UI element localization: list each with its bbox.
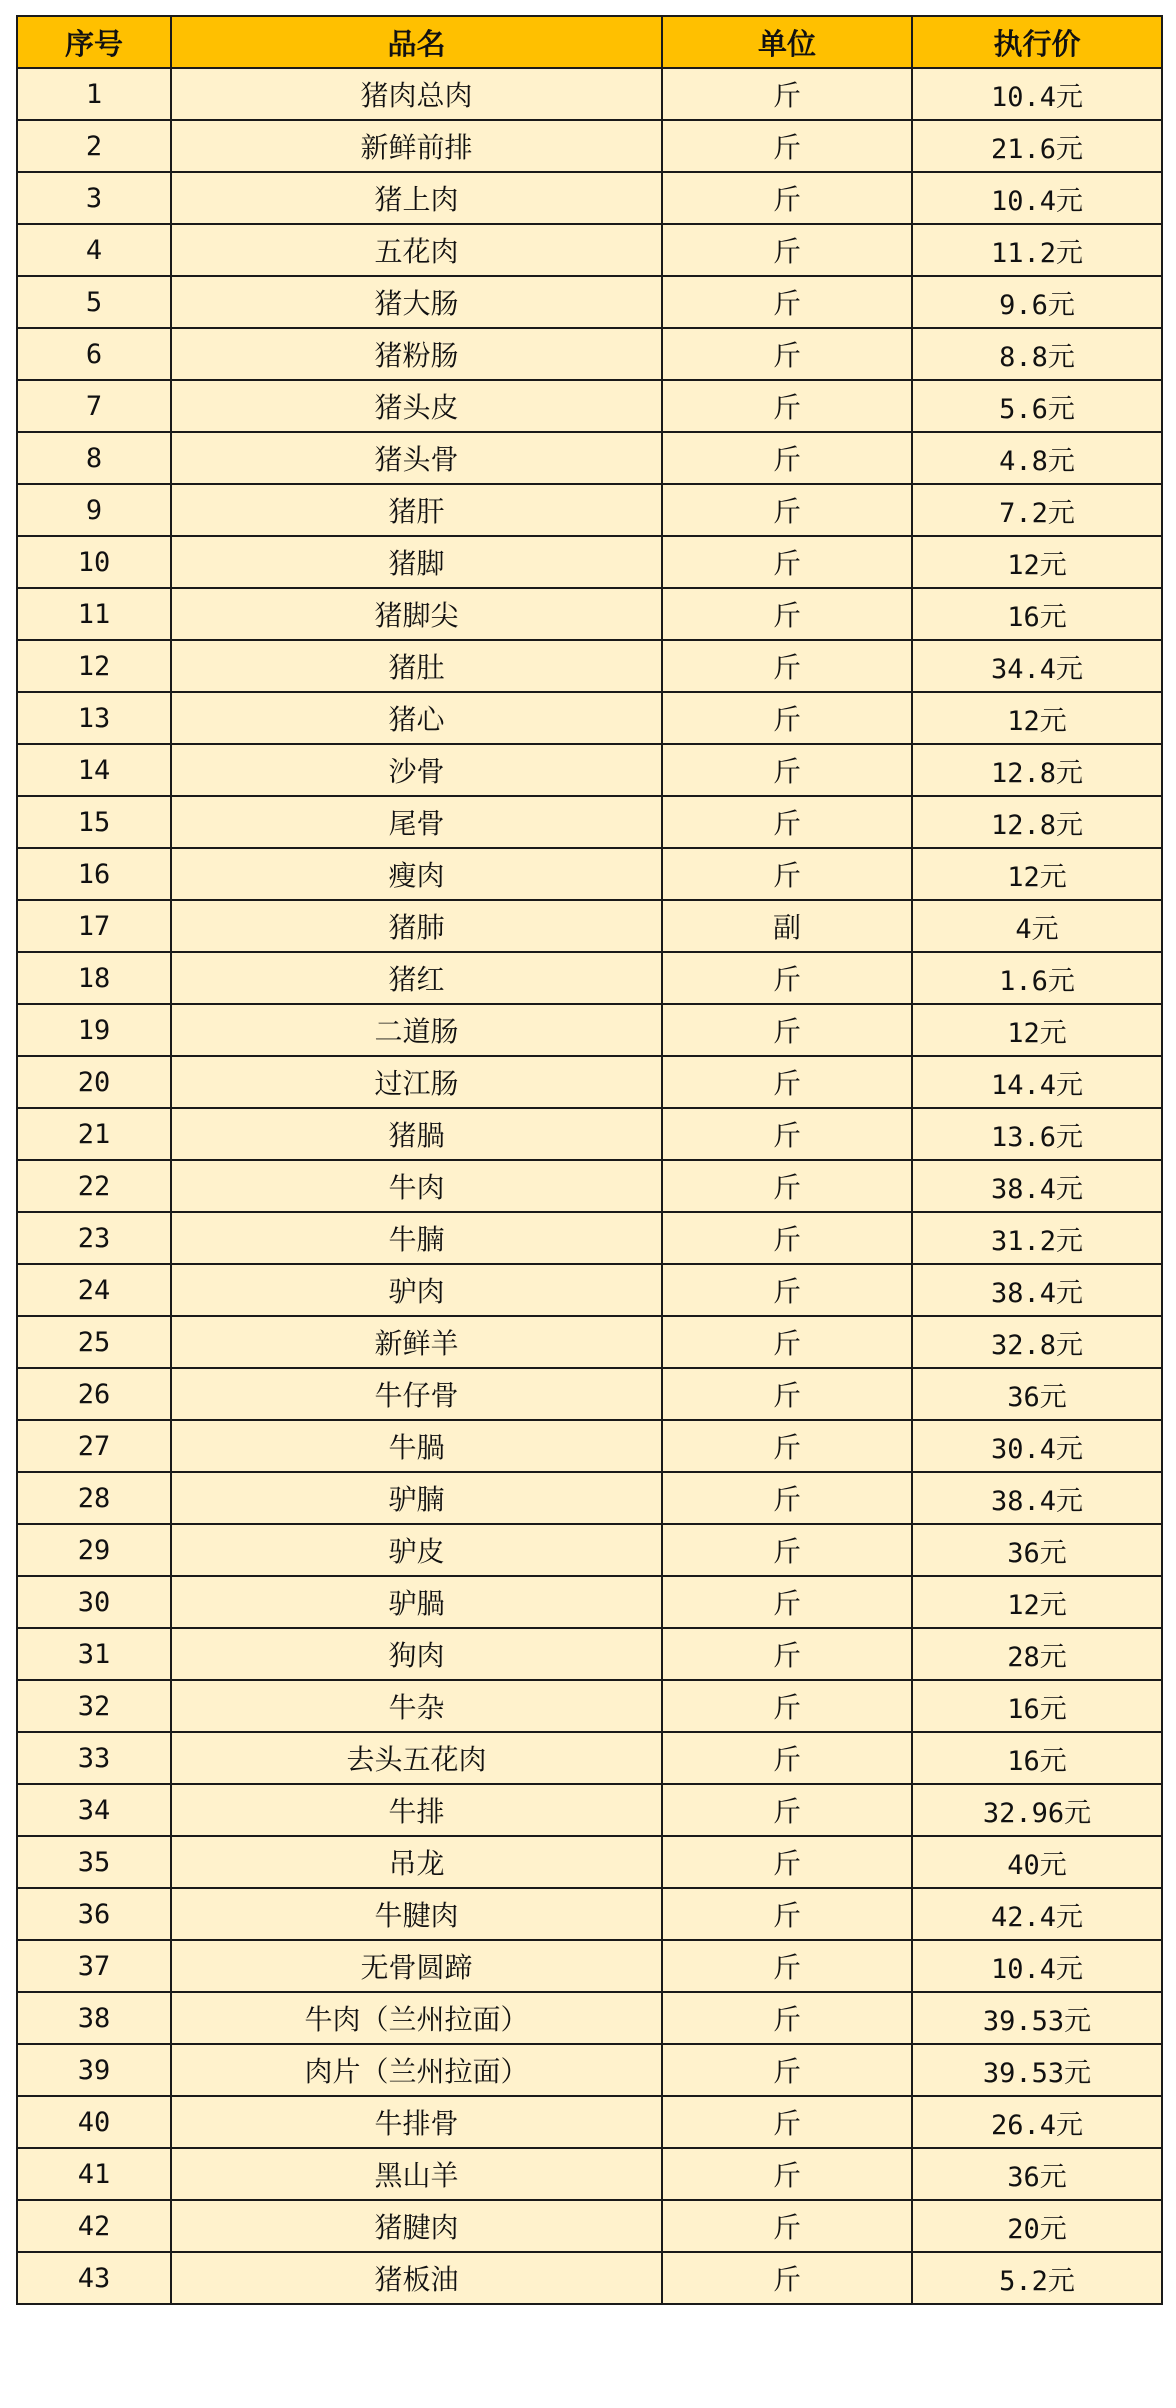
cell-seq: 25: [17, 1316, 171, 1368]
cell-price: 36元: [912, 1368, 1162, 1420]
cell-name: 二道肠: [171, 1004, 662, 1056]
cell-seq: 14: [17, 744, 171, 796]
table-row: [17, 380, 1162, 432]
cell-unit: 斤: [662, 640, 912, 692]
cell-seq: 3: [17, 172, 171, 224]
cell-price: 12.8元: [912, 744, 1162, 796]
cell-name: 猪心: [171, 692, 662, 744]
cell-name: 猪肺: [171, 900, 662, 952]
cell-name: 猪脚: [171, 536, 662, 588]
cell-unit: 斤: [662, 744, 912, 796]
cell-name: 去头五花肉: [171, 1732, 662, 1784]
table-row: [17, 2096, 1162, 2148]
cell-price: 12元: [912, 1576, 1162, 1628]
cell-unit: 斤: [662, 1108, 912, 1160]
cell-unit: 斤: [662, 1992, 912, 2044]
table-row: [17, 432, 1162, 484]
cell-price: 10.4元: [912, 1940, 1162, 1992]
table-row: [17, 2044, 1162, 2096]
cell-seq: 4: [17, 224, 171, 276]
table-row: [17, 1420, 1162, 1472]
table-row: [17, 1472, 1162, 1524]
table-row: [17, 1888, 1162, 1940]
cell-price: 36元: [912, 1524, 1162, 1576]
cell-unit: 斤: [662, 432, 912, 484]
cell-price: 21.6元: [912, 120, 1162, 172]
cell-seq: 31: [17, 1628, 171, 1680]
cell-seq: 18: [17, 952, 171, 1004]
cell-price: 38.4元: [912, 1264, 1162, 1316]
header-seq: 序号: [17, 16, 171, 68]
cell-price: 32.96元: [912, 1784, 1162, 1836]
cell-unit: 斤: [662, 1836, 912, 1888]
cell-unit: 斤: [662, 1420, 912, 1472]
cell-price: 12元: [912, 692, 1162, 744]
table-row: [17, 900, 1162, 952]
cell-price: 7.2元: [912, 484, 1162, 536]
cell-unit: 斤: [662, 2252, 912, 2304]
cell-seq: 24: [17, 1264, 171, 1316]
cell-seq: 26: [17, 1368, 171, 1420]
table-row: [17, 1368, 1162, 1420]
cell-seq: 37: [17, 1940, 171, 1992]
cell-seq: 9: [17, 484, 171, 536]
cell-seq: 7: [17, 380, 171, 432]
cell-seq: 5: [17, 276, 171, 328]
cell-unit: 斤: [662, 952, 912, 1004]
cell-seq: 29: [17, 1524, 171, 1576]
table-row: [17, 692, 1162, 744]
cell-seq: 2: [17, 120, 171, 172]
cell-unit: 斤: [662, 1316, 912, 1368]
table-row: [17, 2252, 1162, 2304]
cell-unit: 斤: [662, 1056, 912, 1108]
cell-unit: 斤: [662, 692, 912, 744]
price-table: [16, 15, 1163, 2305]
table-row: [17, 952, 1162, 1004]
cell-seq: 17: [17, 900, 171, 952]
table-row: [17, 1732, 1162, 1784]
cell-name: 吊龙: [171, 1836, 662, 1888]
cell-price: 16元: [912, 588, 1162, 640]
table-row: [17, 1784, 1162, 1836]
cell-name: 牛腡: [171, 1420, 662, 1472]
table-row: [17, 1940, 1162, 1992]
cell-seq: 15: [17, 796, 171, 848]
cell-unit: 斤: [662, 2096, 912, 2148]
cell-price: 40元: [912, 1836, 1162, 1888]
cell-name: 猪板油: [171, 2252, 662, 2304]
cell-seq: 32: [17, 1680, 171, 1732]
cell-unit: 斤: [662, 1680, 912, 1732]
cell-name: 牛排骨: [171, 2096, 662, 2148]
table-row: [17, 2148, 1162, 2200]
cell-unit: 斤: [662, 1524, 912, 1576]
cell-unit: 斤: [662, 1472, 912, 1524]
cell-unit: 斤: [662, 2200, 912, 2252]
cell-name: 过江肠: [171, 1056, 662, 1108]
cell-name: 牛肉（兰州拉面）: [171, 1992, 662, 2044]
cell-name: 新鲜前排: [171, 120, 662, 172]
table-row: [17, 224, 1162, 276]
header-unit: 单位: [662, 16, 912, 68]
table-row: [17, 1680, 1162, 1732]
cell-price: 4.8元: [912, 432, 1162, 484]
cell-price: 11.2元: [912, 224, 1162, 276]
cell-price: 13.6元: [912, 1108, 1162, 1160]
cell-name: 尾骨: [171, 796, 662, 848]
cell-seq: 27: [17, 1420, 171, 1472]
cell-price: 34.4元: [912, 640, 1162, 692]
cell-name: 牛排: [171, 1784, 662, 1836]
cell-unit: 斤: [662, 1732, 912, 1784]
table-row: [17, 796, 1162, 848]
cell-price: 16元: [912, 1680, 1162, 1732]
cell-price: 10.4元: [912, 68, 1162, 120]
cell-price: 26.4元: [912, 2096, 1162, 2148]
cell-price: 12元: [912, 848, 1162, 900]
cell-name: 猪头骨: [171, 432, 662, 484]
cell-seq: 8: [17, 432, 171, 484]
cell-seq: 33: [17, 1732, 171, 1784]
table-row: [17, 536, 1162, 588]
cell-name: 狗肉: [171, 1628, 662, 1680]
table-body: [17, 68, 1162, 2304]
cell-unit: 斤: [662, 796, 912, 848]
cell-seq: 13: [17, 692, 171, 744]
table-row: [17, 68, 1162, 120]
cell-unit: 斤: [662, 1264, 912, 1316]
cell-unit: 斤: [662, 1940, 912, 1992]
header-price: 执行价: [912, 16, 1162, 68]
cell-name: 驴腡: [171, 1576, 662, 1628]
cell-seq: 30: [17, 1576, 171, 1628]
cell-name: 猪上肉: [171, 172, 662, 224]
cell-name: 猪肉总肉: [171, 68, 662, 120]
cell-name: 牛杂: [171, 1680, 662, 1732]
table-row: [17, 328, 1162, 380]
table-row: [17, 1316, 1162, 1368]
cell-unit: 斤: [662, 1784, 912, 1836]
cell-unit: 斤: [662, 224, 912, 276]
cell-seq: 19: [17, 1004, 171, 1056]
table-row: [17, 1004, 1162, 1056]
cell-name: 肉片（兰州拉面）: [171, 2044, 662, 2096]
cell-price: 39.53元: [912, 2044, 1162, 2096]
cell-price: 1.6元: [912, 952, 1162, 1004]
cell-unit: 斤: [662, 588, 912, 640]
table-row: [17, 120, 1162, 172]
table-row: [17, 1212, 1162, 1264]
cell-price: 10.4元: [912, 172, 1162, 224]
cell-unit: 斤: [662, 1368, 912, 1420]
cell-seq: 1: [17, 68, 171, 120]
cell-price: 5.2元: [912, 2252, 1162, 2304]
table-row: [17, 1264, 1162, 1316]
cell-price: 28元: [912, 1628, 1162, 1680]
cell-unit: 斤: [662, 120, 912, 172]
table-row: [17, 640, 1162, 692]
table-row: [17, 1576, 1162, 1628]
cell-name: 无骨圆蹄: [171, 1940, 662, 1992]
cell-name: 新鲜羊: [171, 1316, 662, 1368]
cell-unit: 斤: [662, 536, 912, 588]
table-row: [17, 1992, 1162, 2044]
cell-price: 36元: [912, 2148, 1162, 2200]
cell-seq: 38: [17, 1992, 171, 2044]
table-row: [17, 1056, 1162, 1108]
cell-seq: 23: [17, 1212, 171, 1264]
cell-unit: 斤: [662, 1888, 912, 1940]
cell-seq: 12: [17, 640, 171, 692]
cell-seq: 16: [17, 848, 171, 900]
cell-name: 驴肉: [171, 1264, 662, 1316]
cell-price: 42.4元: [912, 1888, 1162, 1940]
table-row: [17, 1628, 1162, 1680]
cell-price: 16元: [912, 1732, 1162, 1784]
cell-name: 猪粉肠: [171, 328, 662, 380]
table-row: [17, 2200, 1162, 2252]
cell-unit: 斤: [662, 2044, 912, 2096]
cell-unit: 斤: [662, 276, 912, 328]
cell-seq: 28: [17, 1472, 171, 1524]
cell-price: 20元: [912, 2200, 1162, 2252]
table-row: [17, 744, 1162, 796]
cell-price: 14.4元: [912, 1056, 1162, 1108]
cell-price: 31.2元: [912, 1212, 1162, 1264]
cell-name: 牛腩: [171, 1212, 662, 1264]
table-row: [17, 172, 1162, 224]
cell-seq: 39: [17, 2044, 171, 2096]
cell-price: 12元: [912, 1004, 1162, 1056]
cell-unit: 斤: [662, 848, 912, 900]
cell-price: 12.8元: [912, 796, 1162, 848]
cell-price: 4元: [912, 900, 1162, 952]
cell-price: 38.4元: [912, 1160, 1162, 1212]
cell-name: 牛肉: [171, 1160, 662, 1212]
cell-unit: 斤: [662, 172, 912, 224]
cell-name: 驴皮: [171, 1524, 662, 1576]
cell-name: 猪腡: [171, 1108, 662, 1160]
cell-price: 8.8元: [912, 328, 1162, 380]
cell-seq: 34: [17, 1784, 171, 1836]
cell-name: 牛仔骨: [171, 1368, 662, 1420]
cell-name: 驴腩: [171, 1472, 662, 1524]
table-row: [17, 1108, 1162, 1160]
cell-name: 猪肚: [171, 640, 662, 692]
cell-unit: 斤: [662, 380, 912, 432]
cell-price: 12元: [912, 536, 1162, 588]
cell-seq: 40: [17, 2096, 171, 2148]
cell-name: 猪头皮: [171, 380, 662, 432]
cell-unit: 斤: [662, 1212, 912, 1264]
cell-unit: 斤: [662, 1160, 912, 1212]
cell-name: 猪大肠: [171, 276, 662, 328]
table-row: [17, 1836, 1162, 1888]
cell-name: 牛腱肉: [171, 1888, 662, 1940]
cell-unit: 斤: [662, 2148, 912, 2200]
cell-seq: 22: [17, 1160, 171, 1212]
cell-unit: 副: [662, 900, 912, 952]
cell-seq: 41: [17, 2148, 171, 2200]
cell-seq: 6: [17, 328, 171, 380]
cell-unit: 斤: [662, 1628, 912, 1680]
cell-unit: 斤: [662, 328, 912, 380]
cell-price: 5.6元: [912, 380, 1162, 432]
price-table-container: [16, 15, 1161, 2305]
cell-seq: 10: [17, 536, 171, 588]
table-row: [17, 484, 1162, 536]
cell-seq: 43: [17, 2252, 171, 2304]
cell-unit: 斤: [662, 484, 912, 536]
cell-seq: 42: [17, 2200, 171, 2252]
cell-seq: 21: [17, 1108, 171, 1160]
cell-unit: 斤: [662, 1576, 912, 1628]
header-name: 品名: [171, 16, 662, 68]
cell-name: 猪脚尖: [171, 588, 662, 640]
cell-price: 9.6元: [912, 276, 1162, 328]
cell-price: 30.4元: [912, 1420, 1162, 1472]
cell-price: 32.8元: [912, 1316, 1162, 1368]
table-row: [17, 1160, 1162, 1212]
cell-price: 39.53元: [912, 1992, 1162, 2044]
cell-name: 猪肝: [171, 484, 662, 536]
cell-name: 瘦肉: [171, 848, 662, 900]
cell-name: 猪红: [171, 952, 662, 1004]
cell-name: 沙骨: [171, 744, 662, 796]
header-row: [17, 16, 1162, 68]
cell-unit: 斤: [662, 68, 912, 120]
table-header: [17, 16, 1162, 68]
table-row: [17, 848, 1162, 900]
table-row: [17, 276, 1162, 328]
table-row: [17, 588, 1162, 640]
cell-seq: 11: [17, 588, 171, 640]
cell-name: 五花肉: [171, 224, 662, 276]
cell-name: 猪腱肉: [171, 2200, 662, 2252]
cell-unit: 斤: [662, 1004, 912, 1056]
cell-seq: 35: [17, 1836, 171, 1888]
cell-name: 黑山羊: [171, 2148, 662, 2200]
cell-seq: 20: [17, 1056, 171, 1108]
cell-seq: 36: [17, 1888, 171, 1940]
cell-price: 38.4元: [912, 1472, 1162, 1524]
table-row: [17, 1524, 1162, 1576]
